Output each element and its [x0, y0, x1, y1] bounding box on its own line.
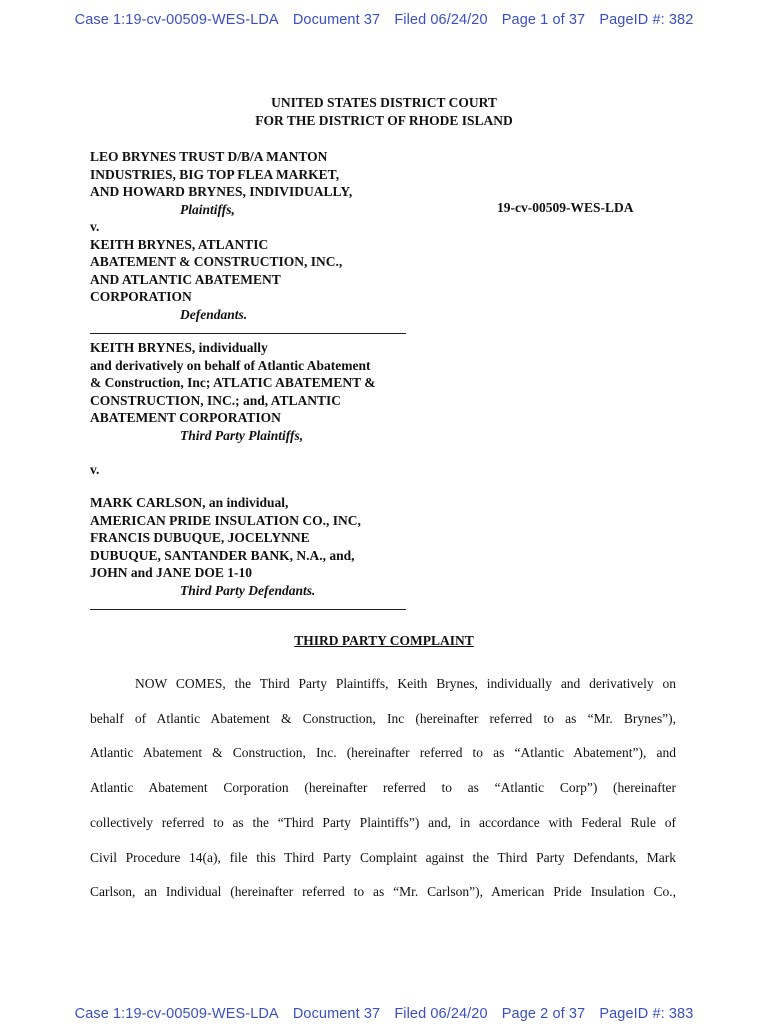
plaintiff-line: LEO BRYNES TRUST D/B/A MANTON [90, 149, 328, 164]
footer-filing-stamp [0, 1006, 768, 1022]
third-party-plaintiffs-role: Third Party Plaintiffs, [180, 427, 304, 443]
court-heading [0, 94, 768, 129]
versus-label-2: v. [90, 462, 100, 477]
third-party-defendant-line: MARK CARLSON, an individual, [90, 495, 289, 510]
caption-divider [90, 609, 406, 610]
complaint-paragraph [90, 667, 676, 910]
defendant-line: ABATEMENT & CONSTRUCTION, INC., [90, 254, 343, 269]
versus-label: v. [90, 219, 100, 234]
stamp-case-number: Case 1:19-cv-00509-WES-LDA [74, 12, 279, 28]
caption-third-party-defendants [90, 494, 361, 599]
paragraph-line: Carlson, an Individual (hereinafter referred to as “Mr. Carlson”), American Pride Insulation Co., [90, 884, 676, 900]
third-party-plaintiff-line: & Construction, Inc; ATLATIC ABATEMENT & [90, 375, 376, 390]
paragraph-line: Civil Procedure 14(a), file this Third Party Complaint against the Third Party Defendants, Mark [90, 849, 676, 865]
court-district: FOR THE DISTRICT OF RHODE ISLAND [255, 112, 513, 128]
stamp-pageid: PageID #: 383 [599, 1006, 694, 1022]
defendant-line: KEITH BRYNES, ATLANTIC [90, 236, 269, 252]
stamp-document: Document 37 [292, 1006, 381, 1022]
defendant-line: AND ATLANTIC ABATEMENT [90, 271, 281, 287]
paragraph-line: Atlantic Abatement & Construction, Inc. (hereinafter referred to as “Atlantic Abatement”), and [90, 745, 676, 761]
document-title: THIRD PARTY COMPLAINT [294, 633, 474, 648]
stamp-filed-date: Filed 06/24/20 [394, 1006, 488, 1022]
plaintiff-line: INDUSTRIES, BIG TOP FLEA MARKET, [90, 166, 340, 182]
caption-plaintiffs-and-defendants [90, 148, 352, 323]
court-name: UNITED STATES DISTRICT COURT [271, 95, 497, 110]
third-party-plaintiff-line: and derivatively on behalf of Atlantic Abatement [90, 357, 371, 373]
paragraph-line: behalf of Atlantic Abatement & Construction, Inc (hereinafter referred to as “Mr. Brynes”), [90, 710, 676, 726]
plaintiff-line: AND HOWARD BRYNES, INDIVIDUALLY, [90, 184, 353, 199]
case-number: 19-cv-00509-WES-LDA [497, 200, 634, 215]
caption-third-party-plaintiffs [90, 339, 376, 444]
paragraph-line: Atlantic Abatement Corporation (hereinafter referred to as “Atlantic Corp”) (hereinafter [90, 780, 676, 796]
third-party-defendant-line: AMERICAN PRIDE INSULATION CO., INC, [90, 512, 361, 528]
defendants-role: Defendants. [180, 306, 248, 322]
third-party-defendants-role: Third Party Defendants. [180, 582, 316, 598]
stamp-filed-date: Filed 06/24/20 [394, 12, 488, 28]
defendant-line: CORPORATION [90, 289, 192, 304]
plaintiffs-role: Plaintiffs, [180, 201, 235, 217]
caption-divider [90, 333, 406, 334]
stamp-document: Document 37 [292, 12, 381, 28]
third-party-plaintiff-line: CONSTRUCTION, INC.; and, ATLANTIC [90, 392, 342, 408]
stamp-page: Page 1 of 37 [501, 12, 586, 28]
paragraph-line: NOW COMES, the Third Party Plaintiffs, Keith Brynes, individually and derivatively on [135, 676, 676, 691]
third-party-plaintiff-line: ABATEMENT CORPORATION [90, 410, 281, 425]
stamp-case-number: Case 1:19-cv-00509-WES-LDA [74, 1006, 279, 1022]
third-party-plaintiff-line: KEITH BRYNES, individually [90, 340, 268, 355]
header-filing-stamp [0, 12, 768, 28]
stamp-pageid: PageID #: 382 [599, 12, 694, 28]
third-party-defendant-line: FRANCIS DUBUQUE, JOCELYNNE [90, 530, 310, 545]
third-party-defendant-line: JOHN and JANE DOE 1-10 [90, 565, 253, 580]
third-party-defendant-line: DUBUQUE, SANTANDER BANK, N.A., and, [90, 547, 355, 563]
paragraph-line: collectively referred to as the “Third Party Plaintiffs”) and, in accordance with Federal Rule of [90, 814, 676, 830]
stamp-page: Page 2 of 37 [501, 1006, 586, 1022]
